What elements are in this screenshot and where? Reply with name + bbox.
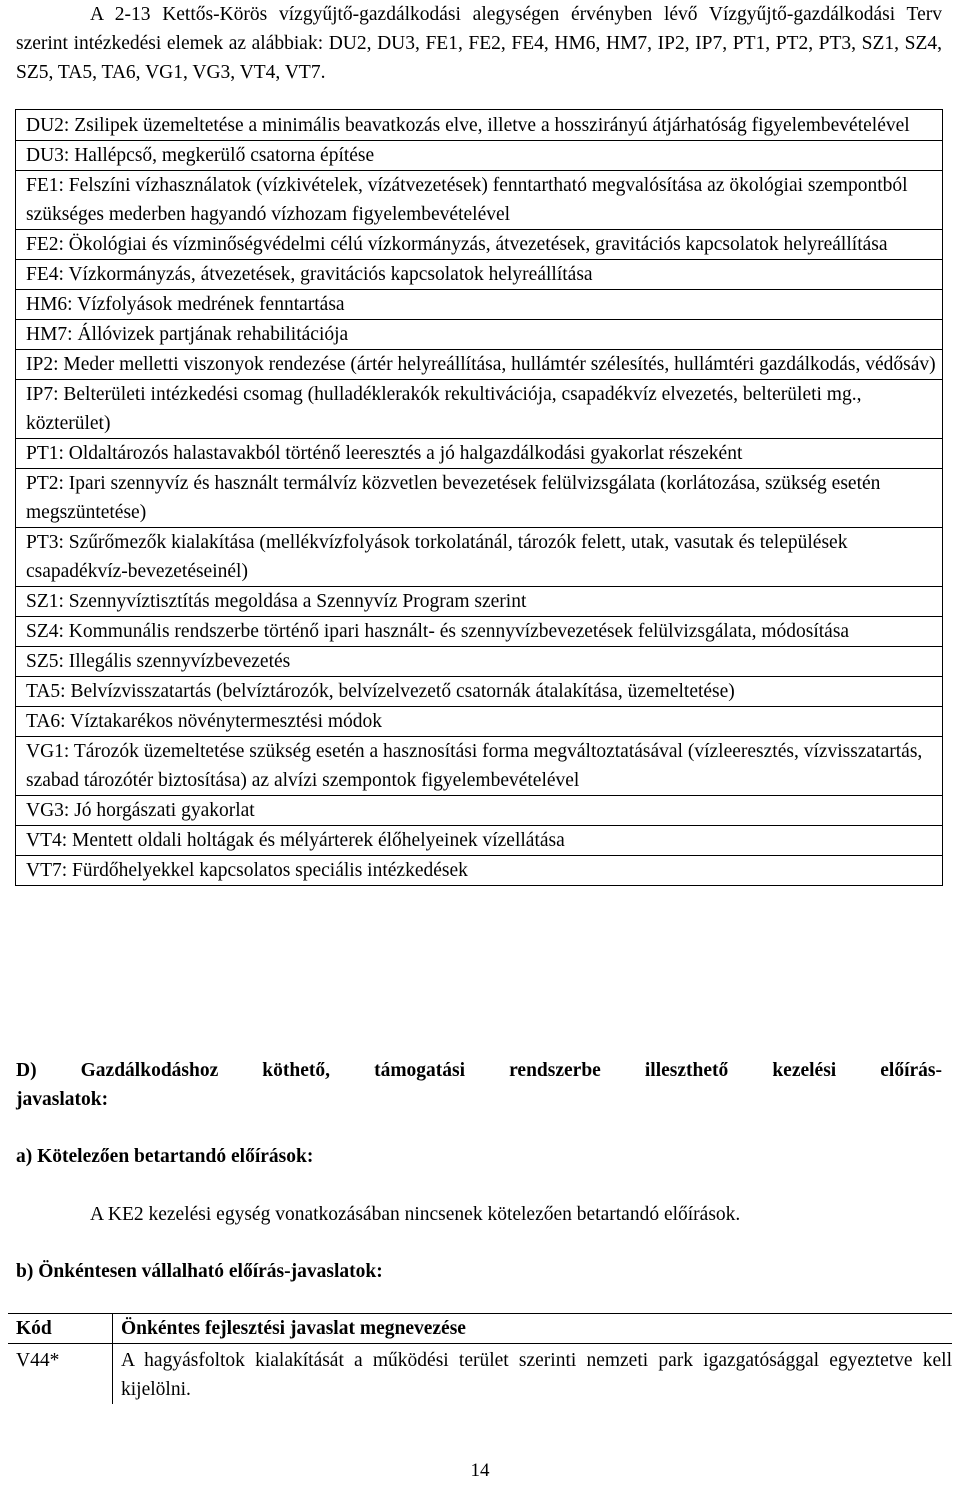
section-b-heading: b) Önkéntesen vállalható előírás-javaslatok: [16, 1261, 383, 1282]
measure-item: VT7: Fürdőhelyekkel kapcsolatos speciális intézkedések [16, 856, 943, 886]
measure-item: TA6: Víztakarékos növénytermesztési módok [16, 707, 943, 737]
measure-item: VT4: Mentett oldali holtágak és mélyárterek élőhelyeinek vízellátása [16, 826, 943, 856]
page-number: 14 [470, 1460, 490, 1481]
intro-text: A 2-13 Kettős-Körös vízgyűjtő-gazdálkodási alegységen érvényben lévő Vízgyűjtő-gazdálkodási Terv szerint intézkedési elemek az alábbiak: DU2, DU3, FE1, FE2, FE4, HM6, HM7, IP2, IP7, PT1, PT2, PT3, SZ1, SZ4, SZ5, TA5, TA6, VG1, VG3, VT4, VT7. [16, 4, 942, 83]
measure-item: SZ4: Kommunális rendszerbe történő ipari használt- és szennyvízbevezetések felülvizsgálata, módosítása [16, 617, 943, 647]
measure-item: HM6: Vízfolyások medrének fenntartása [16, 290, 943, 320]
header-code: Kód [8, 1314, 113, 1344]
measure-item: TA5: Belvízvisszatartás (belvíztározók, belvízelvezető csatornák átalakítása, üzemeltetése) [16, 677, 943, 707]
voluntary-table-header [8, 1314, 952, 1344]
row-code: V44* [16, 1350, 60, 1371]
measure-item: SZ1: Szennyvíztisztítás megoldása a Szennyvíz Program szerint [16, 587, 943, 617]
measure-item: IP2: Meder melletti viszonyok rendezése (ártér helyreállítása, hullámtér szélesítés, hullámtéri gazdálkodás, védősáv) [16, 350, 943, 380]
table-row [8, 1344, 952, 1405]
voluntary-table [8, 1313, 952, 1404]
section-a-text: A KE2 kezelési egység vonatkozásában nincsenek kötelezően betartandó előírások. [90, 1204, 741, 1225]
row-text: A hagyásfoltok kialakítását a működési terület szerinti nemzeti park igazgatósággal egyeztetve kell kijelölni. [113, 1344, 953, 1405]
measure-item: DU3: Hallépcső, megkerülő csatorna építése [16, 141, 943, 171]
intro-paragraph [16, 0, 942, 87]
measure-item: SZ5: Illegális szennyvízbevezetés [16, 647, 943, 677]
measure-item: VG3: Jó horgászati gyakorlat [16, 796, 943, 826]
measures-table [15, 109, 943, 886]
measure-item: FE2: Ökológiai és vízminőségvédelmi célú vízkormányzás, átvezetések, gravitációs kapcsolatok helyreállítása [16, 230, 943, 260]
measure-item: FE1: Felszíni vízhasználatok (vízkivételek, vízátvezetések) fenntartható megvalósítása az ökológiai szempontból szükséges mederben hagyandó vízhozam figyelembevételével [16, 171, 943, 230]
section-d-heading [16, 1056, 942, 1114]
measure-item: HM7: Állóvizek partjának rehabilitációja [16, 320, 943, 350]
measure-item: FE4: Vízkormányzás, átvezetések, gravitációs kapcsolatok helyreállítása [16, 260, 943, 290]
measure-item: PT2: Ipari szennyvíz és használt termálvíz közvetlen bevezetések felülvizsgálata (korlátozása, szükség esetén megszüntetése) [16, 469, 943, 528]
measure-item: DU2: Zsilipek üzemeltetése a minimális beavatkozás elve, illetve a hosszirányú átjárhatóság figyelembevételével [16, 110, 943, 141]
section-d-heading-line2: javaslatok: [16, 1089, 109, 1110]
measure-item: IP7: Belterületi intézkedési csomag (hulladéklerakók rekultivációja, csapadékvíz elvezetés, belterületi mg., közterület) [16, 380, 943, 439]
measure-item: PT1: Oldaltározós halastavakból történő leeresztés a jó halgazdálkodási gyakorlat részeként [16, 439, 943, 469]
section-a-heading: a) Kötelezően betartandó előírások: [16, 1146, 314, 1167]
measure-item: VG1: Tározók üzemeltetése szükség esetén a hasznosítási forma megváltoztatásával (vízleeresztés, vízvisszatartás, szabad tározótér biztosítása) az alvízi szempontok figyelembevételével [16, 737, 943, 796]
measure-item: PT3: Szűrőmezők kialakítása (mellékvízfolyások torkolatánál, tározók felett, utak, vasutak és települések csapadékvíz-bevezetéseinél) [16, 528, 943, 587]
header-description: Önkéntes fejlesztési javaslat megnevezése [113, 1314, 953, 1344]
section-d-heading-line1: D) Gazdálkodáshoz köthető, támogatási rendszerbe illeszthető kezelési előírás- [16, 1060, 942, 1081]
